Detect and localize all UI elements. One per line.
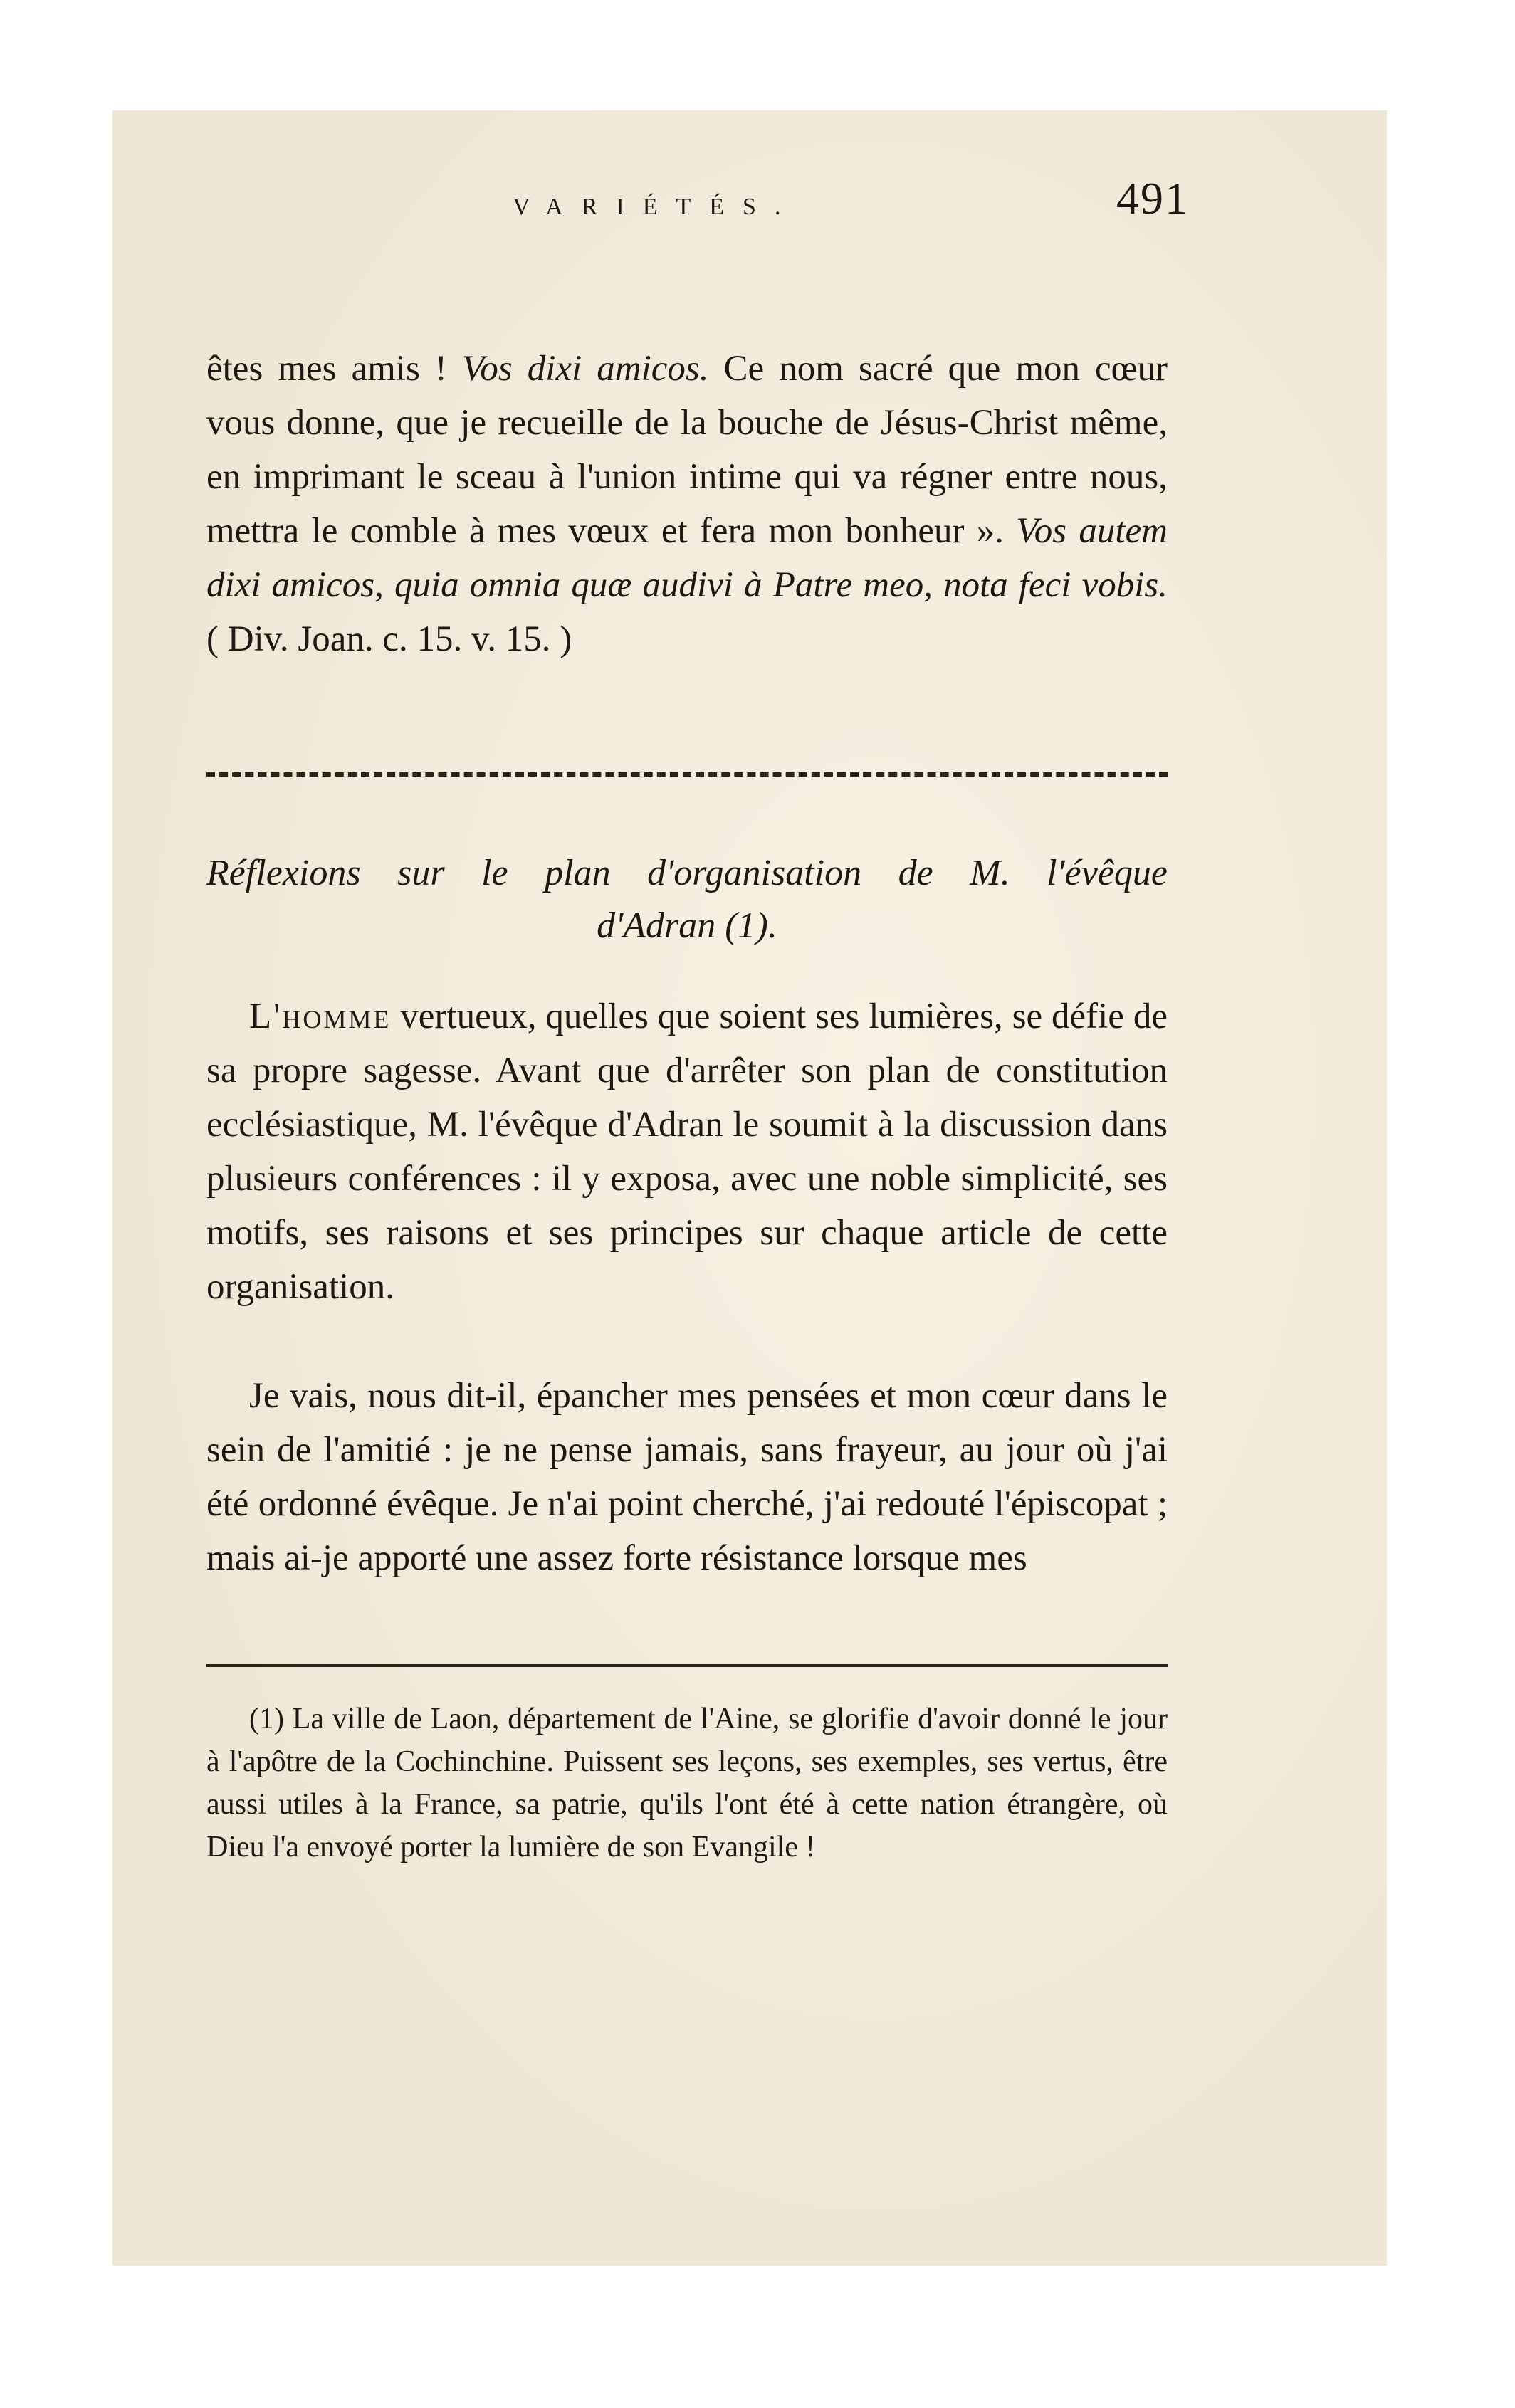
latin-quote-2: Vos autem dixi amicos, quia omnia quæ audivi à Patre meo, nota feci vobis. bbox=[206, 511, 1168, 605]
closing-lead: êtes mes amis ! bbox=[206, 349, 462, 389]
paragraph-1-text: vertueux, quelles que soient ses lumières, se défie de sa propre sagesse. Avant que d'arrêter son plan de constitution ecclésiastique, M. l'évêque d'Adran le soumit à la discussion dans plusieurs conférences : il y exposa, avec une noble simplicité, ses motifs, ses raisons et ses principes sur chaque article de cette organisation. bbox=[206, 997, 1168, 1307]
article-title-line2: d'Adran (1). bbox=[597, 905, 777, 946]
running-head: VARIÉTÉS. bbox=[513, 194, 800, 220]
page-number: 491 bbox=[1116, 173, 1189, 224]
article-paragraph-1 bbox=[206, 989, 1168, 1314]
scripture-reference: ( Div. Joan. c. 15. v. 15. ) bbox=[206, 619, 572, 659]
footnote-rule bbox=[206, 1664, 1168, 1667]
footnote: (1) La ville de Laon, département de l'Aine, se glorifie d'avoir donné le jour à l'apôtre de la Cochinchine. Puissent ses leçons, ses exemples, ses vertus, être aussi utiles à la France, sa patrie, qu'ils l'ont été à cette nation étrangère, où Dieu l'a envoyé porter la lumière de son Evangile ! bbox=[206, 1703, 1168, 1863]
section-divider bbox=[206, 772, 1168, 777]
closing-text: Ce nom sacré que mon cœur vous donne, que je recueille de la bouche de Jésus-Christ même, en imprimant le sceau à l'union intime qui va régner entre nous, mettra le comble à mes vœux et fera mon bonheur ». bbox=[206, 349, 1168, 551]
latin-quote-1: Vos dixi amicos. bbox=[461, 349, 709, 389]
article-title-line1: Réflexions sur le plan d'organisation de M. l'évêque bbox=[206, 853, 1168, 893]
article-title bbox=[206, 847, 1168, 952]
closing-paragraph bbox=[206, 342, 1168, 666]
page-header bbox=[206, 158, 1189, 243]
article-paragraph-2: Je vais, nous dit-il, épancher mes pensées et mon cœur dans le sein de l'amitié : je ne pense jamais, sans frayeur, au jour où j'ai été ordonné évêque. Je n'ai point cherché, j'ai redouté l'épiscopat ; mais ai-je apporté une assez forte résistance lorsque mes bbox=[206, 1376, 1168, 1578]
opening-word: L'homme bbox=[249, 997, 392, 1036]
